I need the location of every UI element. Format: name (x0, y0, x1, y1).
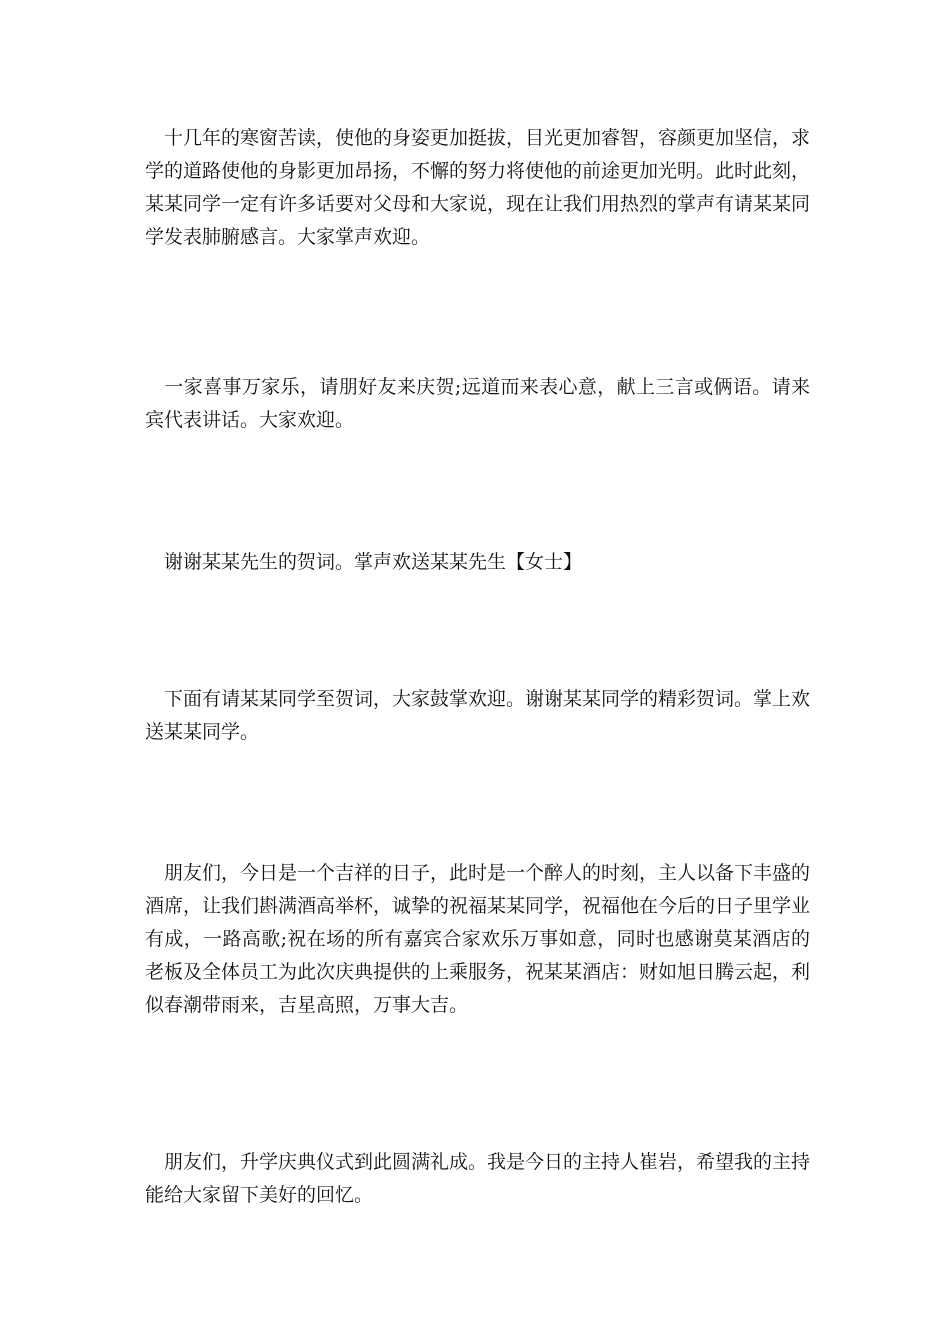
paragraph-thanks-guest: 谢谢某某先生的贺词。掌声欢送某某先生【女士】 (145, 551, 583, 573)
paragraph-classmate-speech: 下面有请某某同学至贺词，大家鼓掌欢迎。谢谢某某同学的精彩贺词。掌上欢送某某同学。 (145, 688, 811, 743)
paragraph-closing: 朋友们，升学庆典仪式到此圆满礼成。我是今日的主持人崔岩，希望我的主持能给大家留下美好的回忆。 (145, 1151, 811, 1206)
paragraph-student-speech-intro: 十几年的寒窗苦读，使他的身姿更加挺拔，目光更加睿智，容颜更加坚信，求学的道路使他的身影更加昂扬，不懈的努力将使他的前途更加光明。此时此刻，某某同学一定有许多话要对父母和大家说，现在让我们用热烈的掌声有请某某同学发表肺腑感言。大家掌声欢迎。 (145, 127, 811, 248)
paragraph-guest-representative: 一家喜事万家乐，请朋好友来庆贺;远道而来表心意，献上三言或俩语。请来宾代表讲话。大家欢迎。 (145, 376, 810, 431)
paragraph-toast: 朋友们，今日是一个吉祥的日子，此时是一个醉人的时刻，主人以备下丰盛的酒席，让我们斟满酒高举杯，诚挚的祝福某某同学，祝福他在今后的日子里学业有成，一路高歌;祝在场的所有嘉宾合家欢乐万事如意，同时也感谢莫某酒店的老板及全体员工为此次庆典提供的上乘服务，祝某某酒店：财如旭日腾云起，利似春潮带雨来，吉星高照，万事大吉。 (145, 862, 811, 1016)
